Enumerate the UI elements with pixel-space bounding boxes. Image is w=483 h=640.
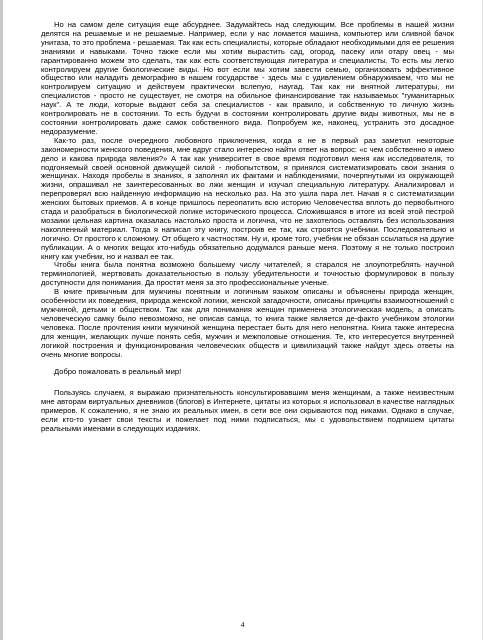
body-text [41,21,454,434]
paragraph: Но на самом деле ситуация еще абсурднее. Задумайтесь над следующим. Все проблемы в нашей жизни делятся на решаемые и не решаемые. Например, если у нас ломается машина, компьютер или сливной бачок унитаза, то это проблема - решаемая. Так как есть специалисты, которые обладают необходимыми для ее решения знаниями и навыками. Точно также если мы хотим вырастить сад, огород, пасеку или отару овец - мы гарантированно можем это сделать, так как есть соответствующая литература и специалисты. То есть мы легко контролируем другие биологические виды. Но вот если мы хотим завести семью, организовать эффективное общество или наладить демографию в нашем государстве - здесь мы с удивлением обнаруживаем, что мы не контролируем ситуацию и действуем практически вслепую, наугад. Так как ни внятной литературы, ни специалистов - просто не существует, не смотря на обильное финансирование так называемых "гуманитарных наук". А те люди, которые выдают себя за специалистов - как правило, и собственную то личную жизнь контролировать не в состоянии. То есть будучи в состоянии контролировать другие виды животных, мы не в состоянии контролировать даже самок собственного вида. Попробуем же, наконец, устранить это досадное недоразумение. [41,20,454,136]
paragraph: Пользуясь случаем, я выражаю признательность консультировавшим меня женщинам, а также неизвестным мне авторам виртуальных дневников (блогов) в Интернете, цитаты из которых я использовал в качестве наглядных примеров. К сожалению, я не знаю их реальных имен, в сети все они скрываются под никами. Однако в случае, если кто-то узнает свои тексты и пожелает под ними подписаться, мы с удовольствием подпишем цитаты реальными именами в следующих изданиях. [41,388,454,433]
paragraph: В книге привычным для мужчины понятным и логичным языком описаны и объяснены природа женщин, особенности их поведения, природа женской логики, женской загадочности, описаны принципы взаимоотношений с мужчиной, детьми и обществом. Так как для понимания женщин применена этологическая модель, а описать человеческую самку было невозможно, не описав самца, то книга также является де-факто учебником этологии человека. После прочтения книги мужчиной женщина перестает быть для него непонятна. Книга также интересна для женщин, желающих лучше понять себя, мужчин и межполовые отношения. Те, кто интересуется внутренней логикой построения и функционирования человеческих обществ и цивилизаций также найдут здесь ответы на очень многие вопросы. [41,287,454,359]
paragraph: Как-то раз, после очередного любовного приключения, когда я не в первый раз заметил некоторые закономерности женского поведения, мне вдруг стало интересно найти ответ на вопрос: «с чем собственно я имею дело и какова природа явления?» А так как университет в свое время подготовил меня как исследователя, то подгоняемый своей основной движущей силой - любопытством, я принялся систематизировать свои знания о женщинах. Находя пробелы в знаниях, я заполнял их фактами и наблюдениями, почерпнутыми из окружающей жизни, опрашивал не заинтересованных во лжи женщин и изучал специальную литературу. Анализировал и перепроверял всю найденную информацию на несколько раз. На это ушла пара лет. Начав я с систематизации женских бытовых приемов. А в конце пришлось переопатить всю историю Человечества вплоть до первобытного стада и разобраться в биологической логике исторического процесса. Сложившаяся в итоге из всей этой пестрой мозаики цельная картина оказалась настолько проста и логична, что не захотелось оставлять без использования накопленный материал. Тогда я написал эту книгу, построив ее так, как строятся учебники. Последовательно и логично. От простого к сложному. От общего к частностям. Ну и, кроме того, учебник не обязан ссылаться на другие публикации. А о многих вещах кто-нибудь обязательно додумался раньше меня. Поэтому я не только построил книгу как учебник, но и назвал ее так. [41,135,454,261]
paragraph: Чтобы книга была понятна возможно большему числу читателей, я старался не злоупотреблять научной терминологией, жертвовать доказательностью в пользу убедительности и точностью формулировок в пользу доступности для понимания. Да простят меня за это профессиональные ученые. [41,260,454,288]
paragraph: Добро пожаловать в реальный мир! [54,367,182,377]
page-number: 4 [240,620,245,629]
